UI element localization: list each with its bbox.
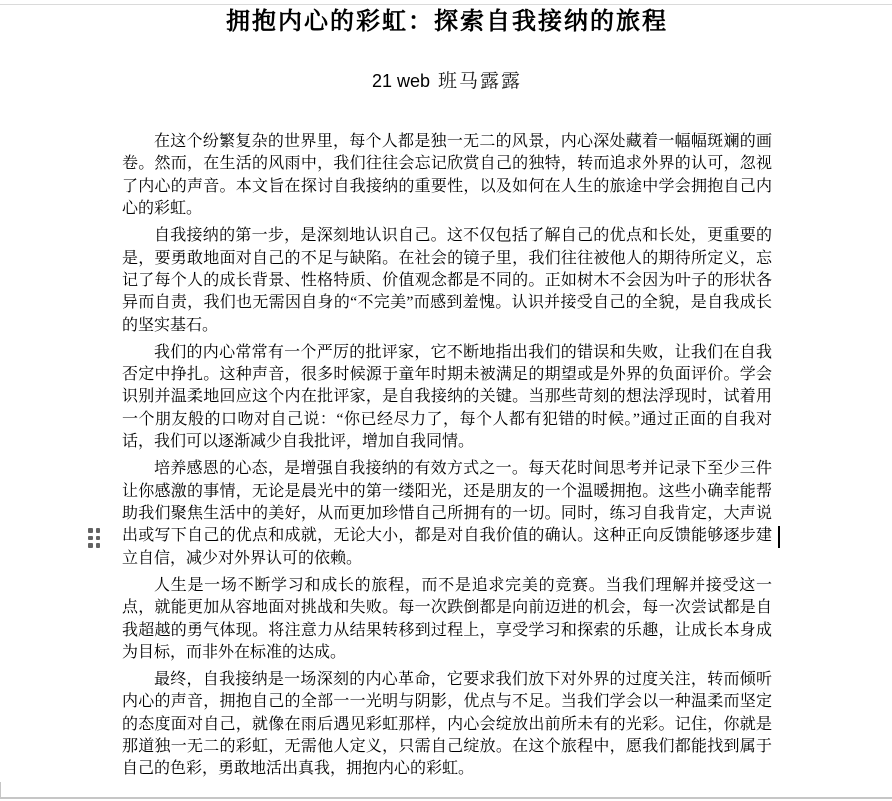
byline-class: 21 web xyxy=(371,71,431,91)
drag-handle-dot xyxy=(96,536,101,541)
page-bottom-edge xyxy=(0,797,892,799)
paragraph[interactable]: 自我接纳的第一步，是深刻地认识自己。这不仅包括了解自己的优点和长处，更重要的是，要勇敢地面对自己的不足与缺陷。在社会的镜子里，我们往往被他人的期待所定义，忘记了每个人的成长背景、性格特质、价值观念都是不同的。正如树木不会因为叶子的形状各异而自责，我们也无需因自身的“不完美”而感到羞愧。认识并接受自己的全貌，是自我成长的坚实基石。 xyxy=(122,227,772,334)
document-body[interactable] xyxy=(122,131,772,781)
drag-handle-dot xyxy=(96,543,101,548)
paragraph[interactable]: 人生是一场不断学习和成长的旅程，而不是追求完美的竞赛。当我们理解并接受这一点，就能更加从容地面对挑战和失败。每一次跌倒都是向前迈进的机会，每一次尝试都是自我超越的勇气体现。将注意力从结果转移到过程上，享受学习和探索的乐趣，让成长本身成为目标，而非外在标准的达成。 xyxy=(122,576,772,661)
drag-handle-dot xyxy=(88,536,93,541)
drag-handle-icon[interactable] xyxy=(88,528,100,548)
paragraph[interactable]: 我们的内心常常有一个严厉的批评家，它不断地指出我们的错误和失败，让我们在自我否定中挣扎。这种声音，很多时候源于童年时期未被满足的期望或是外界的负面评价。学会识别并温柔地回应这个内在批评家，是自我接纳的关键。当那些苛刻的想法浮现时，试着用一个朋友般的口吻对自己说：“你已经尽力了，每个人都有犯错的时候。”通过正面的自我对话，我们可以逐渐减少自我批评，增加自我同情。 xyxy=(122,343,772,451)
document-title[interactable]: 拥抱内心的彩虹：探索自我接纳的旅程 xyxy=(226,8,668,35)
text-cursor xyxy=(778,526,780,548)
paragraph[interactable]: 最终，自我接纳是一场深刻的内心革命，它要求我们放下对外界的过度关注，转而倾听内心的声音，拥抱自己的全部一一光明与阴影，优点与不足。当我们学会以一种温柔而坚定的态度面对自己，就像在雨后遇见彩虹那样，内心会绽放出前所未有的光彩。记住，你就是那道独一无二的彩虹，无需他人定义，只需自己绽放。在这个旅程中，愿我们都能找到属于自己的色彩，勇敢地活出真我，拥抱内心的彩虹。 xyxy=(122,670,772,778)
paragraph[interactable]: 培养感恩的心态，是增强自我接纳的有效方式之一。每天花时间思考并记录下至少三件让你感激的事情，无论是晨光中的第一缕阳光，还是朋友的一个温暖拥抱。这些小确幸能帮助我们聚焦生活中的美好，从而更加珍惜自己所拥有的一切。同时，练习自我肯定，大声说出或写下自己的优点和成就，无论大小，都是对自我价值的确认。这种正向反馈能够逐步建立自信，减少对外界认可的依赖。 xyxy=(122,460,772,567)
byline[interactable] xyxy=(122,68,772,95)
paragraph[interactable]: 在这个纷繁复杂的世界里，每个人都是独一无二的风景，内心深处藏着一幅幅斑斓的画卷。然而，在生活的风雨中，我们往往会忘记欣赏自己的独特，转而追求外界的认可，忽视了内心的声音。本文旨在探讨自我接纳的重要性，以及如何在人生的旅途中学会拥抱自己内心的彩虹。 xyxy=(122,133,772,218)
document-content xyxy=(122,0,772,785)
page-bottom-left-edge xyxy=(0,782,1,798)
drag-handle-dot xyxy=(96,528,101,533)
drag-handle-dot xyxy=(88,543,93,548)
drag-handle-dot xyxy=(88,528,93,533)
byline-author-name: 班马露露 xyxy=(438,71,523,92)
